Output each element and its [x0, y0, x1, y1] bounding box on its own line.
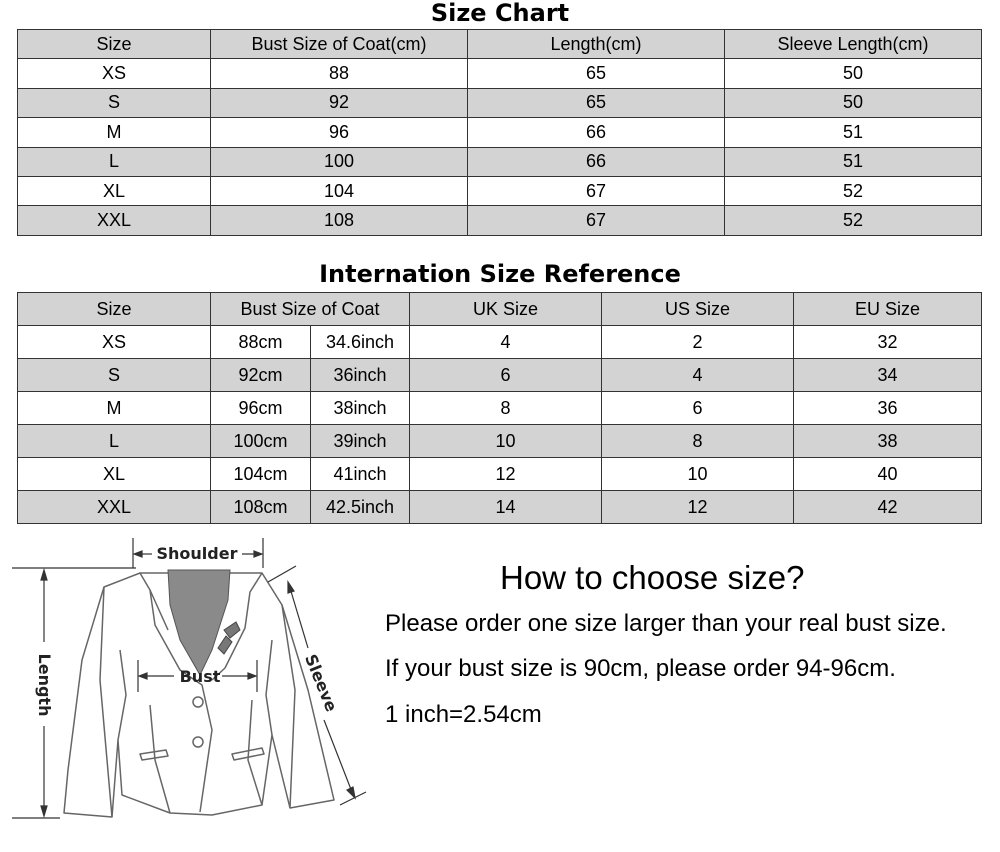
table-cell: 42 — [794, 491, 982, 524]
table-row — [18, 458, 982, 491]
table-cell: 96cm — [211, 392, 311, 425]
table-cell: 32 — [794, 326, 982, 359]
table-cell: 67 — [468, 176, 725, 205]
table-row — [18, 176, 982, 205]
table-cell: 65 — [468, 88, 725, 117]
sleeve-label: Sleeve — [301, 651, 342, 715]
how-to-choose-heading: How to choose size? — [500, 559, 805, 596]
table-cell: 38inch — [311, 392, 410, 425]
table-cell: 10 — [410, 425, 602, 458]
table-cell: 92cm — [211, 359, 311, 392]
table-cell: L — [18, 147, 211, 176]
table-cell: 10 — [602, 458, 794, 491]
guide-line-3: 1 inch=2.54cm — [385, 701, 542, 728]
table-cell: 36inch — [311, 359, 410, 392]
table-cell: 34 — [794, 359, 982, 392]
table-cell: 100 — [211, 147, 468, 176]
table-cell: S — [18, 88, 211, 117]
table-cell: 39inch — [311, 425, 410, 458]
table-cell: 88cm — [211, 326, 311, 359]
column-header: Bust Size of Coat — [211, 293, 410, 326]
table-row — [18, 425, 982, 458]
column-header: Sleeve Length(cm) — [725, 30, 982, 59]
table-cell: 4 — [602, 359, 794, 392]
column-header: EU Size — [794, 293, 982, 326]
table-cell: 38 — [794, 425, 982, 458]
table-row — [18, 491, 982, 524]
table-cell: XS — [18, 59, 211, 88]
table-cell: 12 — [602, 491, 794, 524]
table-cell: 50 — [725, 88, 982, 117]
international-size-title: Internation Size Reference — [319, 260, 681, 288]
column-header: UK Size — [410, 293, 602, 326]
table-cell: XL — [18, 176, 211, 205]
guide-line-2: If your bust size is 90cm, please order 94-96cm. — [385, 655, 896, 682]
jacket-button — [193, 737, 203, 747]
international-size-table — [17, 292, 982, 524]
table-cell: 4 — [410, 326, 602, 359]
table-cell: 6 — [602, 392, 794, 425]
table-cell: L — [18, 425, 211, 458]
table-cell: XXL — [18, 491, 211, 524]
table-cell: 51 — [725, 147, 982, 176]
table-cell: 88 — [211, 59, 468, 88]
table-cell: S — [18, 359, 211, 392]
table-row — [18, 359, 982, 392]
size-chart-table — [17, 29, 982, 236]
table-cell: 66 — [468, 147, 725, 176]
table-cell: 104cm — [211, 458, 311, 491]
table-row — [18, 206, 982, 235]
table-row — [18, 326, 982, 359]
bust-label: Bust — [179, 667, 221, 686]
table-cell: 96 — [211, 118, 468, 147]
table-cell: XL — [18, 458, 211, 491]
table-cell: M — [18, 118, 211, 147]
table-cell: 52 — [725, 206, 982, 235]
column-header: Bust Size of Coat(cm) — [211, 30, 468, 59]
column-header: Size — [18, 293, 211, 326]
table-cell: 52 — [725, 176, 982, 205]
table-cell: 36 — [794, 392, 982, 425]
size-chart-title: Size Chart — [430, 0, 570, 27]
table-cell: 42.5inch — [311, 491, 410, 524]
table-row — [18, 88, 982, 117]
table-cell: 8 — [602, 425, 794, 458]
table-row — [18, 118, 982, 147]
table-cell: 65 — [468, 59, 725, 88]
table-cell: 41inch — [311, 458, 410, 491]
table-row — [18, 59, 982, 88]
table-cell: 108cm — [211, 491, 311, 524]
table-cell: 14 — [410, 491, 602, 524]
table-cell: 92 — [211, 88, 468, 117]
table-header-row — [18, 30, 982, 59]
column-header: Length(cm) — [468, 30, 725, 59]
column-header: US Size — [602, 293, 794, 326]
table-cell: 40 — [794, 458, 982, 491]
table-row — [18, 392, 982, 425]
jacket-measurement-diagram — [0, 530, 380, 830]
shoulder-label: Shoulder — [156, 544, 238, 563]
table-cell: 50 — [725, 59, 982, 88]
table-cell: 108 — [211, 206, 468, 235]
table-cell: 100cm — [211, 425, 311, 458]
table-cell: M — [18, 392, 211, 425]
column-header: Size — [18, 30, 211, 59]
table-cell: 51 — [725, 118, 982, 147]
table-cell: 104 — [211, 176, 468, 205]
table-row — [18, 147, 982, 176]
table-cell: 34.6inch — [311, 326, 410, 359]
table-cell: 6 — [410, 359, 602, 392]
table-cell: XS — [18, 326, 211, 359]
jacket-button — [193, 697, 203, 707]
table-cell: 8 — [410, 392, 602, 425]
guide-line-1: Please order one size larger than your real bust size. — [385, 610, 947, 637]
jacket-inner-shirt — [168, 570, 230, 675]
table-cell: 66 — [468, 118, 725, 147]
table-cell: XXL — [18, 206, 211, 235]
length-label: Length — [35, 653, 54, 717]
brooch-icon — [218, 622, 240, 654]
table-cell: 2 — [602, 326, 794, 359]
table-cell: 67 — [468, 206, 725, 235]
table-cell: 12 — [410, 458, 602, 491]
table-header-row — [18, 293, 982, 326]
